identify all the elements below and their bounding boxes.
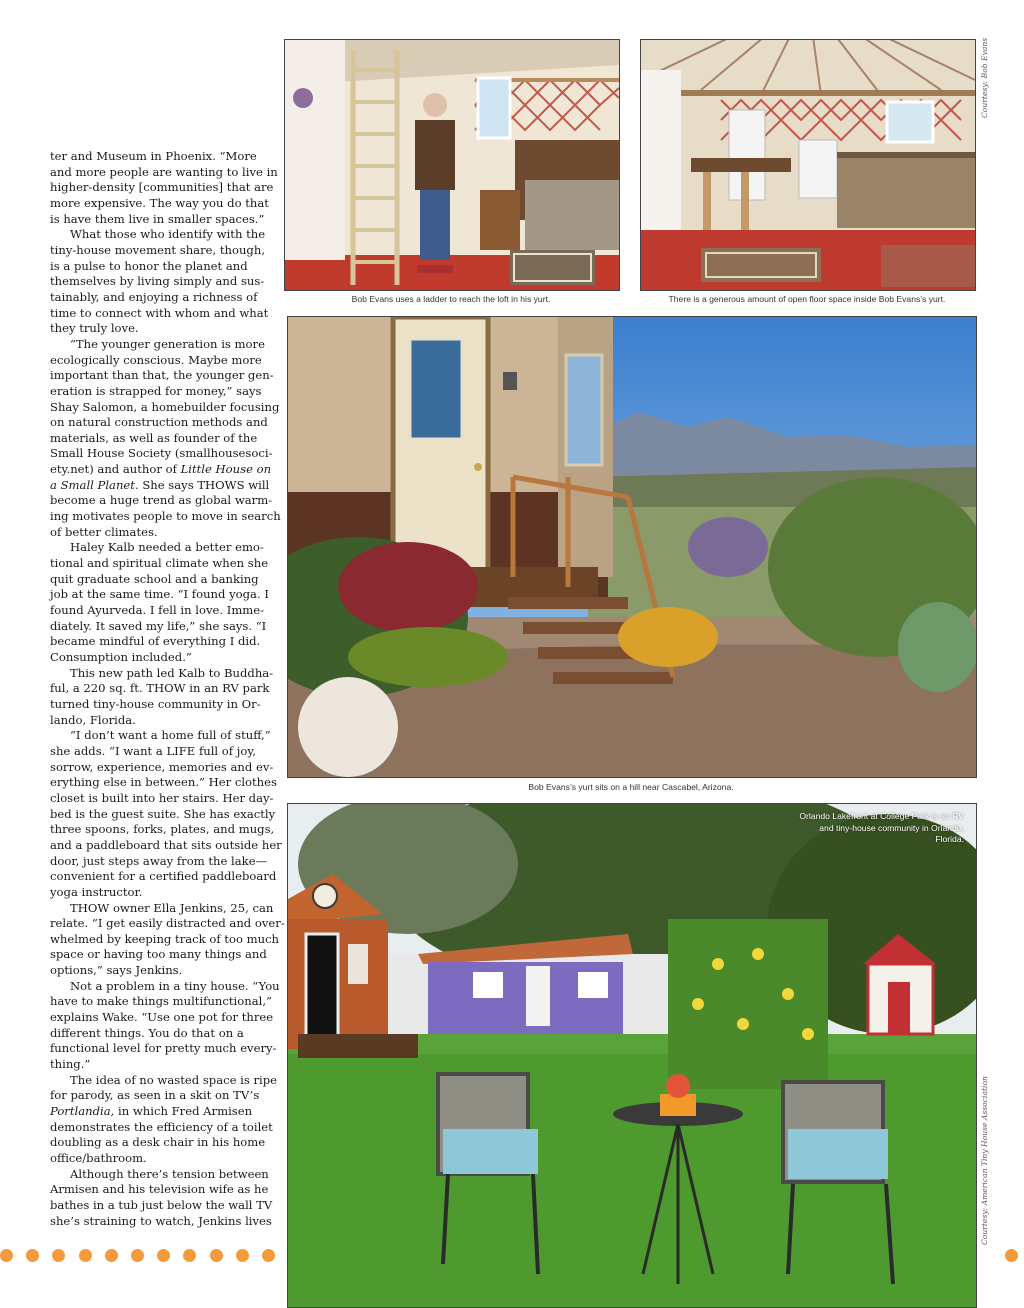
article-line: The idea of no wasted space is ripe [70, 1072, 278, 1087]
article-paragraph [50, 149, 278, 227]
article-line: THOW owner Ella Jenkins, 25, can [70, 900, 274, 915]
article-line: space or having too many things and [50, 947, 267, 962]
decorative-dot [105, 1249, 118, 1262]
decorative-dot [131, 1249, 144, 1262]
decorative-dot [0, 1249, 13, 1262]
article-line: Small House Society (smallhousesoci- [50, 446, 273, 461]
article-line: became mindful of everything I did. [50, 634, 261, 649]
caption-yurt: Bob Evans’s yurt sits on a hill near Cascabel, Arizona. [528, 782, 734, 792]
article-line: found Ayurveda. I fell in love. Imme- [50, 603, 265, 618]
article-line: more expensive. The way you do that [50, 195, 269, 210]
article-line: of better climates. [50, 524, 158, 539]
article-line: three spoons, forks, plates, and mugs, [50, 822, 275, 837]
article-line: tiny-house movement share, though, [50, 242, 266, 257]
article-line: closet is built into her stairs. Her day- [50, 790, 274, 805]
article-paragraph [50, 227, 268, 337]
article-line: for parody, as seen in a skit on TV’s [50, 1088, 260, 1103]
article-line: doubling as a desk chair in his home [50, 1135, 266, 1150]
article-paragraph [50, 978, 280, 1073]
article-line: door, just steps away from the lake— [50, 853, 268, 868]
decorative-dots-right [1005, 1249, 1024, 1263]
article-line: “The younger generation is more [70, 336, 265, 351]
article-line: materials, as well as founder of the [50, 430, 258, 445]
article-paragraph [50, 336, 281, 541]
article-line: lando, Florida. [50, 712, 136, 727]
article-line: whelmed by keeping track of too much [50, 931, 280, 946]
article-paragraph [50, 540, 268, 665]
photo-yurt-floor [640, 39, 976, 291]
caption-orlando: Orlando Lakefront at College Park is an RV and tiny-house community in Orlando, Florida. [799, 811, 964, 844]
article-line: tional and spiritual climate when she [50, 556, 269, 571]
article-body [50, 149, 285, 1229]
article-line: on natural construction methods and [50, 415, 268, 430]
decorative-dots-left [0, 1249, 288, 1263]
article-line: This new path led Kalb to Buddha- [70, 665, 274, 680]
article-line: and more people are wanting to live in [50, 164, 278, 179]
photo-credit-top: Courtesy: Bob Evans [980, 37, 989, 118]
article-line: thing.” [50, 1057, 91, 1072]
article-line: Portlandia, in which Fred Armisen [50, 1104, 253, 1119]
caption-floor: There is a generous amount of open floor space inside Bob Evans’s yurt. [668, 294, 946, 304]
article-line: Consumption included.” [50, 650, 192, 664]
article-line: different things. You do that on a [50, 1025, 244, 1040]
decorative-dot [210, 1249, 223, 1262]
article-line: diately. It saved my life,” she says. “I [50, 618, 267, 633]
article-line: a Small Planet. She says THOWS will [50, 477, 270, 492]
decorative-dot [1005, 1249, 1018, 1262]
decorative-dot [79, 1249, 92, 1262]
article-line: become a huge trend as global warm- [50, 493, 273, 508]
article-line: Not a problem in a tiny house. “You [70, 978, 280, 993]
article-line: convenient for a certified paddleboard [50, 869, 277, 884]
article-line: erything else in between.” Her clothes [50, 775, 277, 790]
article-line: explains Wake. “Use one pot for three [50, 1010, 274, 1025]
article-line: bathes in a tub just below the wall TV [50, 1197, 273, 1212]
decorative-dot [52, 1249, 65, 1262]
article-line: themselves by living simply and sus- [50, 274, 265, 289]
article-line: job at the same time. “I found yoga. I [50, 587, 269, 602]
article-line: What those who identify with the [70, 227, 266, 242]
decorative-dot [26, 1249, 39, 1262]
article-line: functional level for pretty much every- [50, 1041, 277, 1056]
article-line: eration is strapped for money,” says [50, 383, 262, 398]
article-line: Shay Salomon, a homebuilder focusing [50, 399, 280, 414]
decorative-dot [236, 1249, 249, 1262]
photo-orlando-community [287, 803, 977, 1308]
article-line: ful, a 220 sq. ft. THOW in an RV park [50, 681, 270, 696]
article-line: ecologically conscious. Maybe more [50, 352, 262, 367]
article-line: relate. “I get easily distracted and over- [50, 916, 285, 931]
article-line: ety.net) and author of Little House on [50, 462, 272, 477]
caption-ladder: Bob Evans uses a ladder to reach the loft in his yurt. [351, 294, 551, 304]
article-line: she adds. “I want a LIFE full of joy, [50, 743, 257, 758]
article-line: quit graduate school and a banking [50, 571, 259, 586]
article-line: she’s straining to watch, Jenkins lives [50, 1213, 272, 1228]
article-line: yoga instructor. [50, 884, 143, 899]
photo-yurt-ladder [284, 39, 620, 291]
decorative-dot [183, 1249, 196, 1262]
article-line: ter and Museum in Phoenix. “More [50, 149, 257, 163]
article-line: and a paddleboard that sits outside her [50, 837, 282, 852]
article-line: have to make things multifunctional,” [50, 994, 272, 1009]
decorative-dot [262, 1249, 275, 1262]
article-line: Although there’s tension between [70, 1166, 269, 1181]
article-line: bed is the guest suite. She has exactly [50, 806, 276, 821]
article-line: turned tiny-house community in Or- [50, 696, 261, 711]
article-line: office/bathroom. [50, 1151, 147, 1165]
article-line: is a pulse to honor the planet and [50, 258, 248, 273]
article-line: “I don’t want a home full of stuff,” [70, 728, 271, 743]
article-line: options,” says Jenkins. [50, 963, 183, 978]
article-line: tainably, and enjoying a richness of [50, 289, 258, 304]
article-paragraph [50, 1166, 273, 1230]
photo-credit-bottom: Courtesy: American Tiny House Association [980, 1076, 989, 1245]
article-paragraph [50, 728, 282, 900]
article-line: Haley Kalb needed a better emo- [70, 540, 264, 555]
article-line: important than that, the younger gen- [50, 368, 274, 383]
article-line: sorrow, experience, memories and ev- [50, 759, 274, 774]
article-line: ing motivates people to move in search [50, 509, 281, 524]
decorative-dot [157, 1249, 170, 1262]
article-line: higher-density [communities] that are [50, 180, 274, 195]
article-paragraph [50, 665, 274, 729]
article-line: Armisen and his television wife as he [50, 1182, 269, 1197]
photo-yurt-exterior [287, 316, 977, 778]
article-paragraph [50, 1072, 278, 1167]
article-line: is have them live in smaller spaces.” [50, 211, 265, 226]
article-paragraph [50, 900, 285, 979]
article-line: time to connect with whom and what [50, 305, 269, 320]
article-line: they truly love. [50, 321, 139, 336]
article-line: demonstrates the efficiency of a toilet [50, 1119, 273, 1134]
